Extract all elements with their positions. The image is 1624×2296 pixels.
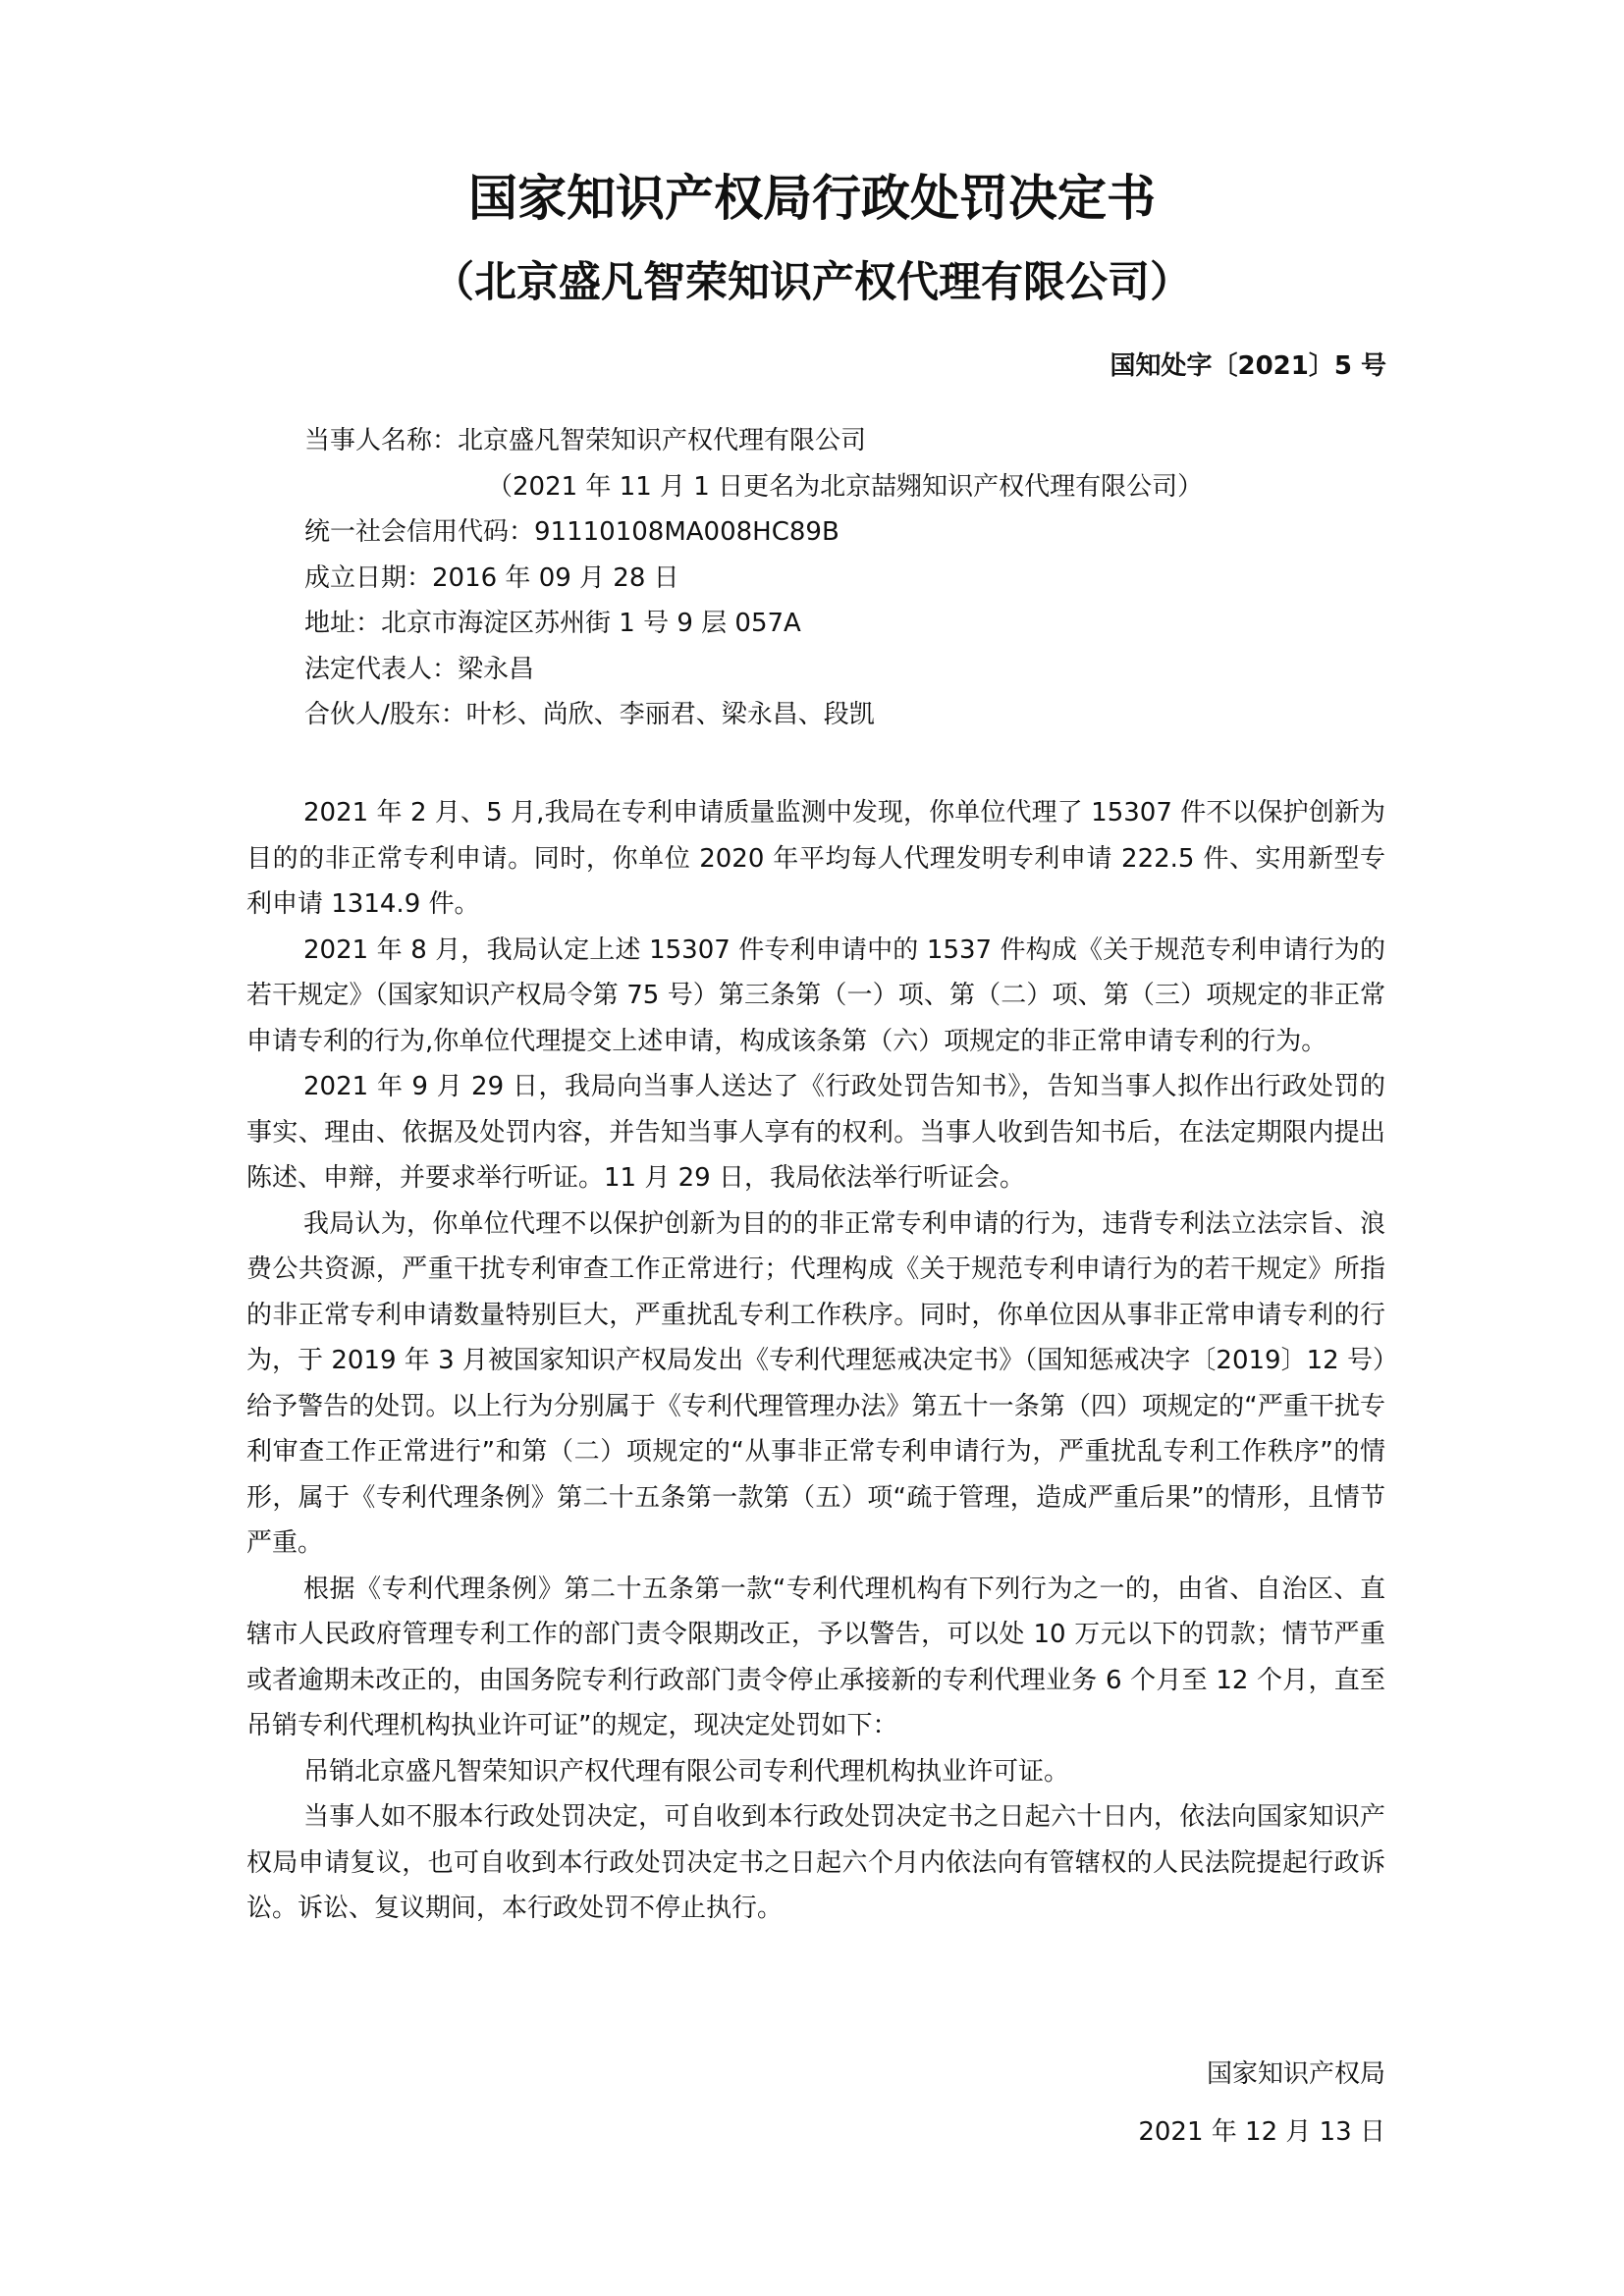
issue-date: 2021 年 12 月 13 日 xyxy=(1138,2117,1385,2147)
document-number: 国知处字〔2021〕5 号 xyxy=(1110,351,1386,381)
paragraph: 当事人如不服本行政处罚决定，可自收到本行政处罚决定书之日起六十日内，依法向国家知识产权局申请复议，也可自收到本行政处罚决定书之日起六个月内依法向有管辖权的人民法院提起行政诉讼。诉讼、复议期间，本行政处罚不停止执行。 xyxy=(246,1802,1385,1923)
founded-date: 成立日期：2016 年 09 月 28 日 xyxy=(304,562,679,593)
decision-body xyxy=(246,790,1385,1932)
paragraph: 我局认为，你单位代理不以保护创新为目的的非正常专利申请的行为，违背专利法立法宗旨、浪费公共资源，严重干扰专利审查工作正常进行；代理构成《关于规范专利申请行为的若干规定》所指的非正常专利申请数量特别巨大，严重扰乱专利工作秩序。同时，你单位因从事非正常申请专利的行为，于 2019 年 3 月被国家知识产权局发出《专利代理惩戒决定书》（国知惩戒决字〔2019〕12 号）给予警告的处罚。以上行为分别属于《专利代理管理办法》第五十一条第（四）项规定的“严重干扰专利审查工作正常进行”和第（二）项规定的“从事非正常专利申请行为，严重扰乱专利工作秩序”的情形，属于《专利代理条例》第二十五条第一款第（五）项“疏于管理，造成严重后果”的情形，且情节严重。 xyxy=(246,1208,1385,1558)
address: 地址：北京市海淀区苏州街 1 号 9 层 057A xyxy=(304,609,801,638)
legal-representative: 法定代表人：梁永昌 xyxy=(304,654,535,684)
paragraph: 2021 年 8 月，我局认定上述 15307 件专利申请中的 1537 件构成《关于规范专利申请行为的若干规定》（国家知识产权局令第 75 号）第三条第（一）项、第（二）项、第（三）项规定的非正常申请专利的行为,你单位代理提交上述申请，构成该条第（六）项规定的非正常申请专利的行为。 xyxy=(246,934,1385,1056)
paragraph: 吊销北京盛凡智荣知识产权代理有限公司专利代理机构执业许可证。 xyxy=(303,1756,1070,1787)
paragraph: 根据《专利代理条例》第二十五条第一款“专利代理机构有下列行为之一的，由省、自治区、直辖市人民政府管理专利工作的部门责令限期改正，予以警告，可以处 10 万元以下的罚款；情节严重或者逾期未改正的，由国务院专利行政部门责令停止承接新的专利代理业务 6 个月至 12 个月，直至吊销专利代理机构执业许可证”的规定，现决定处罚如下： xyxy=(246,1574,1385,1740)
paragraph: 2021 年 9 月 29 日，我局向当事人送达了《行政处罚告知书》，告知当事人拟作出行政处罚的事实、理由、依据及处罚内容，并告知当事人享有的权利。当事人收到告知书后，在法定期限内提出陈述、申辩，并要求举行听证。11 月 29 日，我局依法举行听证会。 xyxy=(246,1072,1385,1193)
issuer-name: 国家知识产权局 xyxy=(1206,2059,1385,2089)
party-info xyxy=(304,418,1384,738)
document-subtitle: （北京盛凡智荣知识产权代理有限公司） xyxy=(432,258,1192,307)
party-rename-note: （2021 年 11 月 1 日更名为北京喆翙知识产权代理有限公司） xyxy=(487,471,1204,502)
document-title: 国家知识产权局行政处罚决定书 xyxy=(468,170,1156,227)
credit-code: 统一社会信用代码：91110108MA008HC89B xyxy=(304,517,839,547)
party-name: 当事人名称：北京盛凡智荣知识产权代理有限公司 xyxy=(304,426,867,455)
paragraph: 2021 年 2 月、5 月,我局在专利申请质量监测中发现，你单位代理了 15307 件不以保护创新为目的的非正常专利申请。同时，你单位 2020 年平均每人代理发明专利申请 222.5 件、实用新型专利申请 1314.9 件。 xyxy=(246,798,1385,919)
partners: 合伙人/股东：叶杉、尚欣、李丽君、梁永昌、段凯 xyxy=(304,700,875,729)
